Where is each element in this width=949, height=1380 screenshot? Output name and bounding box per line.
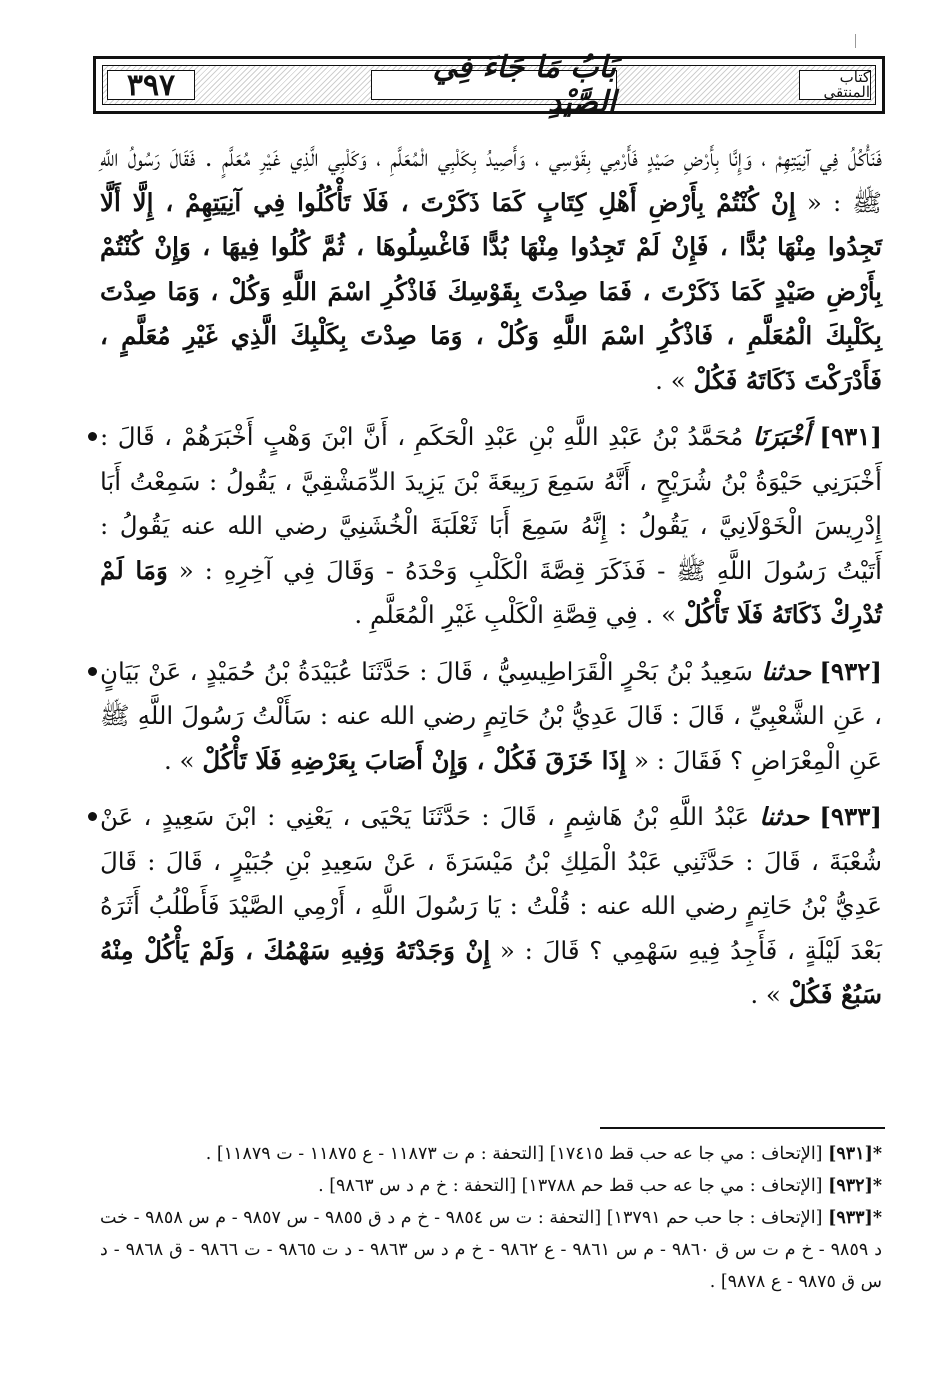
- para1-hadith-text: إِنْ كُنْتُمْ بِأَرْضِ أَهْلِ كِتَابٍ كَمَا ذَكَرْتَ ، فَلَا تَأْكُلُوا فِي آنِيَتِهِمْ ، إِلَّا أَلَّا تَجِدُوا مِنْهَا بُدًّا ، فَإِنْ لَمْ تَجِدُوا مِنْهَا بُدًّا فَاغْسِلُوهَا ، ثُمَّ كُلُوا فِيهَا ، وَإِنْ كُنْتُمْ بِأَرْضِ صَيْدٍ كَمَا ذَكَرْتَ ، فَمَا صِدْتَ بِقَوْسِكَ فَاذْكُرِ اسْمَ اللَّهِ وَكُلْ ، وَمَا صِدْتَ بِكَلْبِكَ الْمُعَلَّمِ ، فَاذْكُرِ اسْمَ اللَّهِ وَكُلْ ، وَمَا صِدْتَ بِكَلْبِكَ الَّذِي غَيْرِ مُعَلَّمٍ ، فَأَدْرَكْتَ ذَكَاتَهُ فَكُلْ: [100, 187, 882, 395]
- footnote-separator: [600, 1127, 885, 1129]
- paragraph-continuation: [100, 136, 882, 403]
- hadith-matn: إِذَا خَزَقَ فَكُلْ ، وَإِنْ أَصَابَ بِعَرْضِهِ فَلَا تَأْكُلْ: [202, 745, 627, 775]
- chain-opening: أَخْبَرَنَا: [752, 422, 810, 451]
- hadith-931: [100, 415, 882, 638]
- hadith-tail: » . فِي قِصَّةِ الْكَلْبِ غَيْرِ الْمُعَلَّمِ .: [354, 600, 684, 629]
- footnotes: [100, 1138, 882, 1298]
- footnote-marker: *[٩٣٢]: [828, 1176, 882, 1196]
- para1-text-1: فَنَأْكُلُ فِي آنِيَتِهِمْ ، وَإِنَّا بِأَرْضِ صَيْدٍ فَأَرْمِي بِقَوْسِي ، وَأَصِيدُ بِكَلْبِي الْمُعَلَّمِ ، وَكَلْبِي الَّذِي غَيْرِ مُعَلَّمٍ . فَقَالَ رَسُولُ اللَّهِ ﷺ : «: [100, 143, 882, 217]
- chapter-title: بَابُ مَا جَاءَ فِي الصَّيْدِ: [432, 50, 616, 120]
- footnote-931: [100, 1138, 882, 1170]
- footnote-marker: *[٩٣١]: [828, 1144, 882, 1164]
- page-header: [93, 50, 885, 120]
- bullet-icon: [88, 667, 97, 676]
- footnote-text: [الإتحاف : مي جا عه حب قط ١٧٤١٥] [التحفة : م ت ١١٨٧٣ - ع ١١٨٧٥ - ت ١١٨٧٩] .: [205, 1144, 829, 1164]
- hadith-chain: مُحَمَّدُ بْنُ عَبْدِ اللَّهِ بْنِ عَبْدِ الْحَكَمِ ، أَنَّ ابْنَ وَهْبٍ أَخْبَرَهُمْ ، قَالَ : أَخْبَرَنِي حَيْوَةُ بْنُ شُرَيْحٍ ، أَنَّهُ سَمِعَ رَبِيعَةَ بْنَ يَزِيدَ الدِّمَشْقِيَّ ، يَقُولُ : سَمِعْتُ أَبَا إِدْرِيسَ الْخَوْلَانِيَّ ، يَقُولُ : إِنَّهُ سَمِعَ أَبَا ثَعْلَبَةَ الْخُشَنِيَّ رضي الله عنه يَقُولُ : أَتَيْتُ رَسُولَ اللَّهِ ﷺ - فَذَكَرَ قِصَّةَ الْكَلْبِ وَحْدَهُ - وَقَالَ فِي آخِرِهِ : «: [100, 422, 882, 585]
- hadith-tail: » .: [750, 980, 789, 1009]
- hadith-matn: وَمَا لَمْ تُدْرِكْ ذَكَاتَهُ فَلَا تَأْكُلْ: [100, 555, 882, 629]
- main-text: [100, 136, 882, 1018]
- hadith-932: [100, 650, 882, 784]
- chain-opening: حدثنا: [761, 656, 811, 686]
- footnote-932: [100, 1170, 882, 1202]
- hadith-chain: سَعِيدُ بْنُ بَحْرٍ الْقَرَاطِيسِيُّ ، قَالَ : حَدَّثَنَا عُبَيْدَةُ بْنُ حُمَيْدٍ ، عَنْ بَيَانٍ ، عَنِ الشَّعْبِيِّ ، قَالَ : قَالَ عَدِيُّ بْنُ حَاتِمٍ رضي الله عنه : سَأَلْتُ رَسُولَ اللَّهِ ﷺ عَنِ الْمِعْرَاضِ ؟ فَقَالَ : «: [100, 656, 882, 775]
- para1-text-3: » .: [655, 365, 694, 395]
- hadith-number: [٩٣٢]: [819, 656, 882, 686]
- footnote-marker: *[٩٣٣]: [828, 1208, 882, 1228]
- page-number: ٣٩٧: [126, 67, 176, 103]
- hadith-number: [٩٣٣]: [819, 802, 882, 831]
- book-name-box: [799, 70, 871, 100]
- header-ornament-frame: [102, 50, 876, 120]
- hadith-number: [٩٣١]: [819, 422, 883, 451]
- hadith-matn: إِنْ وَجَدْتَهُ وَفِيهِ سَهْمُكَ ، وَلَمْ يَأْكُلْ مِنْهُ سَبُعٌ فَكُلْ: [100, 935, 882, 1009]
- chain-opening: حدثنا: [759, 802, 810, 831]
- footnote-text: [الإتحاف : مي جا عه حب قط حم ١٣٧٨٨] [التحفة : خ م د س ٩٨٦٣] .: [318, 1176, 829, 1196]
- hadith-chain: عَبْدُ اللَّهِ بْنُ هَاشِمٍ ، قَالَ : حَدَّثَنَا يَحْيَى ، يَعْنِي : ابْنَ سَعِيدٍ ، عَنْ شُعْبَةَ ، قَالَ : حَدَّثَنِي عَبْدُ الْمَلِكِ بْنُ مَيْسَرَةَ ، عَنْ سَعِيدِ بْنِ جُبَيْرٍ ، قَالَ : قَالَ عَدِيُّ بْنُ حَاتِمٍ رضي الله عنه : قُلْتُ : يَا رَسُولَ اللَّهِ ، أَرْمِي الصَّيْدَ فَأَطْلُبُ أَثَرَهُ بَعْدَ لَيْلَةٍ ، فَأَجِدُ فِيهِ سَهْمِي ؟ قَالَ : «: [100, 802, 882, 965]
- footnote-text: [الإتحاف : جا حب حم ١٣٧٩١] [التحفة : ت س ٩٨٥٤ - خ م د ق ٩٨٥٥ - س ٩٨٥٧ - م س ٩٨٥٨ - خت د ٩٨٥٩ - خ م ت س ق ٩٨٦٠ - م س ٩٨٦١ - ع ٩٨٦٢ - خ م د س ٩٨٦٣ - د ت ٩٨٦٥ - ت ٩٨٦٦ - ق ٩٨٦٨ - د س ق ٩٨٧٥ - ع ٩٨٧٨] .: [100, 1208, 883, 1292]
- hadith-tail: » .: [163, 745, 203, 775]
- bullet-icon: [88, 432, 97, 441]
- book-name: كتاب المنتقى: [823, 68, 870, 101]
- crop-mark: [855, 34, 856, 48]
- page-number-box: [107, 67, 195, 103]
- footnote-933: [100, 1202, 882, 1298]
- hadith-933: [100, 795, 882, 1018]
- chapter-title-box: [371, 50, 617, 120]
- bullet-icon: [88, 812, 97, 821]
